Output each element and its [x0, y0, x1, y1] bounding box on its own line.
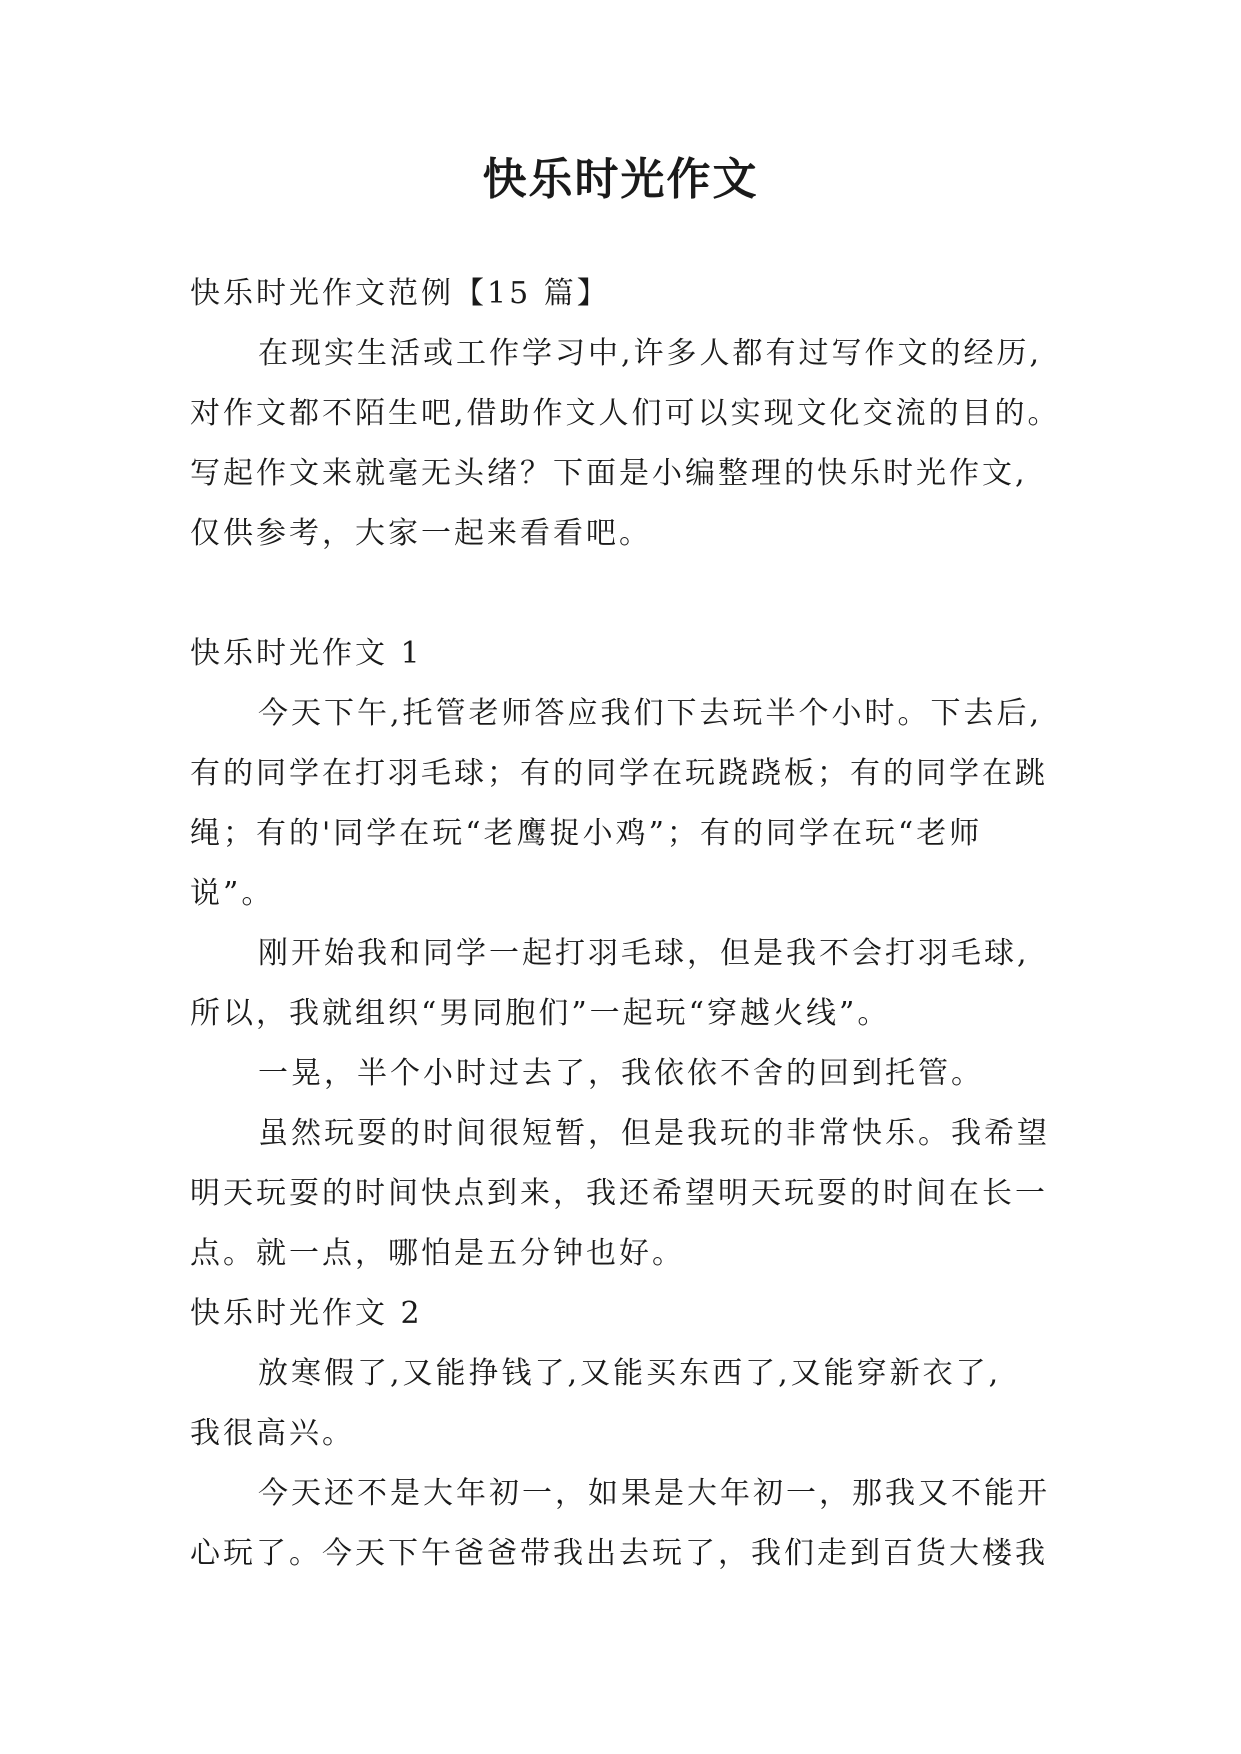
text-line: 刚开始我和同学一起打羽毛球，但是我不会打羽毛球,: [258, 936, 1030, 971]
document-body: [190, 264, 1060, 1584]
text-line: 说”。: [190, 876, 275, 911]
text-line: 仅供参考，大家一起来看看吧。: [190, 516, 652, 551]
text-line: 快乐时光作文 1: [190, 636, 423, 671]
text-line: 快乐时光作文 2: [190, 1296, 423, 1331]
text-line: 心玩了。今天下午爸爸带我出去玩了，我们走到百货大楼我: [190, 1536, 1048, 1571]
text-line: 在现实生活或工作学习中,许多人都有过写作文的经历,: [258, 336, 1043, 371]
text-line: 有的同学在打羽毛球；有的同学在玩跷跷板；有的同学在跳: [190, 756, 1048, 791]
text-line: 所以，我就组织“男同胞们”一起玩“穿越火线”。: [190, 996, 891, 1031]
text-line: 绳；有的'同学在玩“老鹰捉小鸡”；有的同学在玩“老师: [190, 816, 983, 851]
text-line: 写起作文来就毫无头绪？下面是小编整理的快乐时光作文,: [190, 456, 1028, 491]
text-line: 对作文都不陌生吧,借助作文人们可以实现文化交流的目的。: [190, 396, 1061, 431]
text-line: 今天下午,托管老师答应我们下去玩半个小时。下去后,: [258, 696, 1043, 731]
text-line: 虽然玩耍的时间很短暂，但是我玩的非常快乐。我希望: [258, 1116, 1050, 1151]
blank-line: [190, 564, 1060, 624]
document-title: 快乐时光作文: [482, 154, 759, 205]
text-line: 快乐时光作文范例【15 篇】: [190, 276, 610, 311]
text-line: 放寒假了,又能挣钱了,又能买东西了,又能穿新衣了,: [258, 1356, 1002, 1391]
text-line: 我很高兴。: [190, 1416, 355, 1451]
text-line: 一晃，半个小时过去了，我依依不舍的回到托管。: [258, 1056, 984, 1091]
text-line: 明天玩耍的时间快点到来，我还希望明天玩耍的时间在长一: [190, 1176, 1048, 1211]
text-line: 今天还不是大年初一，如果是大年初一，那我又不能开: [258, 1476, 1050, 1511]
text-line: 点。就一点，哪怕是五分钟也好。: [190, 1236, 685, 1271]
